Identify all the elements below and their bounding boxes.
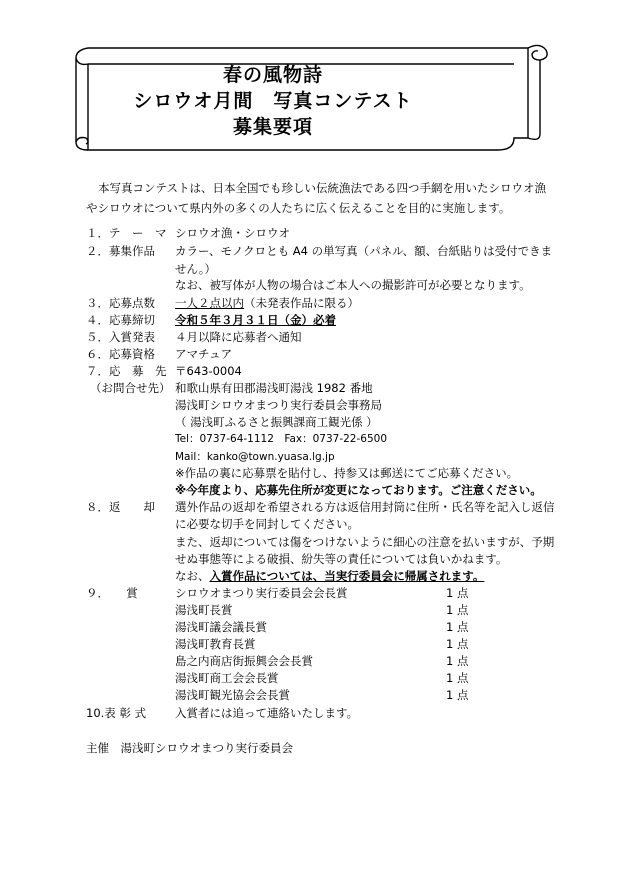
intro-line-1: 本写真コンテストは、日本全国でも珍しい伝統漁法である四つ手網を用いたシロウオ漁 — [98, 181, 547, 195]
return-line-1: 選外作品の返却を希望される方は返信用封筒に住所・氏名等を記入し返信 — [175, 500, 555, 514]
count-label: ３．応募点数 — [86, 296, 155, 310]
prize-name-7: 湯浅町観光協会会長賞 — [175, 688, 290, 702]
return-line-4: せぬ事態等による破損、紛失等の責任については負いかねます。 — [175, 552, 508, 566]
title-line-2: シロウオ月間 写真コンテスト — [133, 90, 413, 112]
works-line-3: なお、被写体が人物の場合はご本人への撮影許可が必要となります。 — [175, 278, 531, 292]
destination-address: 和歌山県有田郡湯浅町湯浅 1982 番地 — [175, 381, 373, 395]
prize-name-5: 島之内商店街振興会会長賞 — [175, 654, 313, 668]
works-line-2: せん。） — [175, 262, 216, 276]
prize-qty-6: 1 点 — [446, 671, 469, 685]
announce-label: ５．入賞発表 — [86, 330, 155, 344]
award-label: 10.表 彰 式 — [86, 706, 147, 720]
destination-postal: 〒643-0004 — [175, 364, 242, 378]
announce-value: ４月以降に応募者へ通知 — [175, 330, 302, 344]
prize-qty-1: 1 点 — [446, 586, 469, 600]
prize-name-3: 湯浅町議会議長賞 — [175, 620, 267, 634]
destination-tel: Tel：0737-64-1112 Fax：0737-22-6500 — [175, 433, 387, 445]
return-label: ８．返 却 — [86, 500, 155, 514]
qualification-value: アマチュア — [175, 347, 233, 361]
destination-dept: （ 湯浅町ふるさと振興課商工観光係 ） — [175, 415, 378, 429]
destination-label: ７．応 募 先 — [86, 364, 167, 378]
destination-note: ※作品の裏に応募票を貼付し、持参又は郵送にてご応募ください。 — [175, 466, 519, 480]
destination-office: 湯浅町シロウオまつり実行委員会事務局 — [175, 398, 382, 412]
prizes-label: ９． 賞 — [86, 586, 138, 600]
destination-mail[interactable]: Mail：kanko@town.yuasa.lg.jp — [175, 451, 335, 463]
deadline-label: ４．応募締切 — [86, 313, 155, 327]
works-label: ２．募集作品 — [86, 244, 155, 258]
title-line-3: 募集要項 — [232, 116, 313, 138]
count-value-underlined: 一人２点以内 — [175, 296, 244, 310]
return-line-5-pre: なお、 — [175, 569, 210, 583]
return-line-2: に必要な切手を同封してください。 — [175, 517, 359, 531]
destination-label-2: （お問合せ先） — [90, 381, 171, 395]
deadline-value: 令和５年３月３１日（金）必着 — [175, 313, 336, 327]
prize-qty-7: 1 点 — [446, 688, 469, 702]
prize-qty-2: 1 点 — [446, 603, 469, 617]
title-block — [58, 62, 488, 140]
prize-name-2: 湯浅町長賞 — [175, 603, 233, 617]
prize-name-4: 湯浅町教育長賞 — [175, 637, 256, 651]
prize-qty-5: 1 点 — [446, 654, 469, 668]
prize-name-6: 湯浅町商工会会長賞 — [175, 671, 279, 685]
theme-value: シロウオ漁・シロウオ — [175, 226, 290, 240]
works-line-1: カラー、モノクロとも A4 の単写真（パネル、額、台紙貼りは受付できま — [175, 244, 553, 258]
return-line-5-bold: 入賞作品については、当実行委員会に帰属されます。 — [209, 569, 485, 583]
count-value-rest: （未発表作品に限る） — [244, 296, 359, 310]
return-line-5 — [175, 568, 484, 585]
prize-qty-3: 1 点 — [446, 620, 469, 634]
prize-name-1: シロウオまつり実行委員会会長賞 — [175, 586, 348, 600]
intro-paragraph — [86, 178, 556, 218]
count-value — [175, 295, 359, 312]
intro-line-2: やシロウオについて県内外の多くの人たちに広く伝えることを目的に実施します。 — [86, 201, 511, 215]
destination-notice: ※今年度より、応募先住所が変更になっております。ご注意ください。 — [175, 483, 542, 497]
theme-label: １．テ ー マ — [86, 226, 167, 240]
return-line-3: また、返却については傷をつけないように細心の注意を払いますが、予期 — [175, 535, 555, 549]
award-value: 入賞者には追って連絡いたします。 — [175, 706, 359, 720]
qualification-label: ６．応募資格 — [86, 347, 155, 361]
title-line-1: 春の風物詩 — [222, 64, 323, 86]
prize-qty-4: 1 点 — [446, 637, 469, 651]
organizer: 主催 湯浅町シロウオまつり実行委員会 — [86, 741, 293, 755]
